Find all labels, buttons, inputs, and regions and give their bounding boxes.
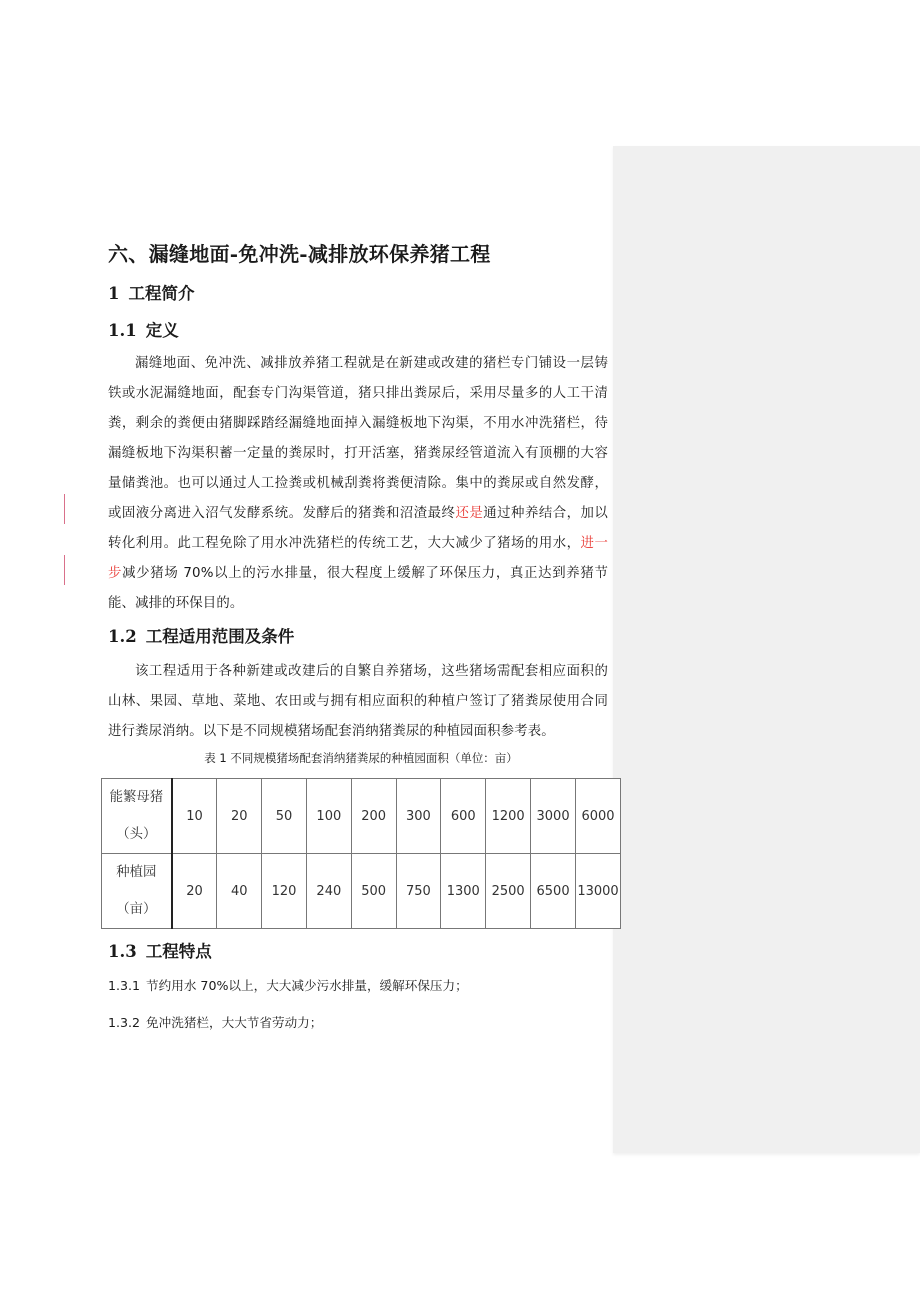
row-header-unit: （亩）	[116, 902, 157, 917]
definition-paragraph	[108, 349, 608, 619]
table-cell: 600	[441, 779, 486, 854]
paragraph-text: 通过种养结合，加以转化利用。此工程免除了用水冲洗猪栏的传统工艺，大大减少了猪场的用水，	[108, 506, 608, 551]
table-cell: 120	[262, 854, 307, 929]
section-heading-1-2	[108, 623, 294, 647]
section-number: 1	[108, 284, 120, 303]
table-cell: 3000	[531, 779, 576, 854]
section-number: 1.1	[108, 321, 137, 340]
row-header-line: 能繁母猪	[109, 790, 164, 805]
table-cell: 6500	[531, 854, 576, 929]
table-caption: 表 1 不同规模猪场配套消纳猪粪尿的种植园面积（单位：亩）	[204, 751, 518, 765]
comment-pane	[613, 146, 920, 1153]
feature-number: 1.3.2	[108, 1015, 141, 1030]
section-heading-1	[108, 280, 194, 304]
table-cell: 20	[172, 854, 217, 929]
feature-text: 免冲洗猪栏，大大节省劳动力；	[146, 1015, 323, 1030]
planting-area-table	[101, 778, 621, 929]
table-cell: 200	[351, 779, 396, 854]
feature-item	[108, 1012, 322, 1031]
row-header-unit: （头）	[116, 827, 157, 842]
row-header-line: 种植园	[116, 865, 157, 880]
section-title: 工程适用范围及条件	[145, 627, 295, 646]
table-cell: 240	[306, 854, 351, 929]
table-cell: 20	[217, 779, 262, 854]
revision-insert[interactable]: 进一步	[108, 536, 608, 581]
feature-text: 节约用水 70%以上，大大减少污水排量，缓解环保压力；	[146, 978, 468, 993]
change-bar	[64, 494, 65, 524]
table-cell: 1200	[486, 779, 531, 854]
section-title: 定义	[145, 321, 179, 340]
feature-item	[108, 975, 468, 994]
scope-paragraph: 该工程适用于各种新建或改建后的自繁自养猪场，这些猪场需配套相应面积的山林、果园、草地、菜地、农田或与拥有相应面积的种植户签订了猪粪尿使用合同进行粪尿消纳。以下是不同规模猪场配套消纳猪粪尿的种植园面积参考表。	[108, 664, 608, 739]
table-cell: 1300	[441, 854, 486, 929]
table-cell: 40	[217, 854, 262, 929]
table-cell: 10	[172, 779, 217, 854]
section-number: 1.2	[108, 627, 137, 646]
table-row-sows	[102, 779, 621, 854]
feature-number: 1.3.1	[108, 978, 141, 993]
section-number: 1.3	[108, 942, 137, 961]
row-header	[102, 779, 172, 854]
table-cell: 750	[396, 854, 441, 929]
table-cell: 100	[306, 779, 351, 854]
revision-insert[interactable]: 还是	[455, 506, 484, 521]
table-cell: 50	[262, 779, 307, 854]
paragraph-text: 减少猪场 70%以上的污水排量，很大程度上缓解了环保压力，真正达到养猪节能、减排的环保目的。	[108, 566, 608, 611]
table-cell: 2500	[486, 854, 531, 929]
table-cell: 13000	[576, 854, 621, 929]
document-title: 六、漏缝地面-免冲洗-减排放环保养猪工程	[108, 242, 491, 266]
change-bar	[64, 555, 65, 585]
table-cell: 500	[351, 854, 396, 929]
table-cell: 6000	[576, 779, 621, 854]
section-title: 工程特点	[145, 942, 212, 961]
section-heading-1-3	[108, 938, 212, 962]
section-heading-1-1	[108, 317, 179, 341]
row-header	[102, 854, 172, 929]
paragraph-text: 漏缝地面、免冲洗、减排放养猪工程就是在新建或改建的猪栏专门铺设一层铸铁或水泥漏缝地面，配套专门沟渠管道，猪只排出粪尿后，采用尽量多的人工干清粪，剩余的粪便由猪脚踩踏经漏缝地面掉入漏缝板地下沟渠，不用水冲洗猪栏，待漏缝板地下沟渠积蓄一定量的粪尿时，打开活塞，猪粪尿经管道流入有顶棚的大容量储粪池。也可以通过人工捡粪或机械刮粪将粪便清除。集中的粪尿或自然发酵，或固液分离进入沼气发酵系统。发酵后的猪粪和沼渣最终	[108, 356, 608, 521]
table-row-planting	[102, 854, 621, 929]
table-cell: 300	[396, 779, 441, 854]
section-title: 工程简介	[128, 284, 195, 303]
